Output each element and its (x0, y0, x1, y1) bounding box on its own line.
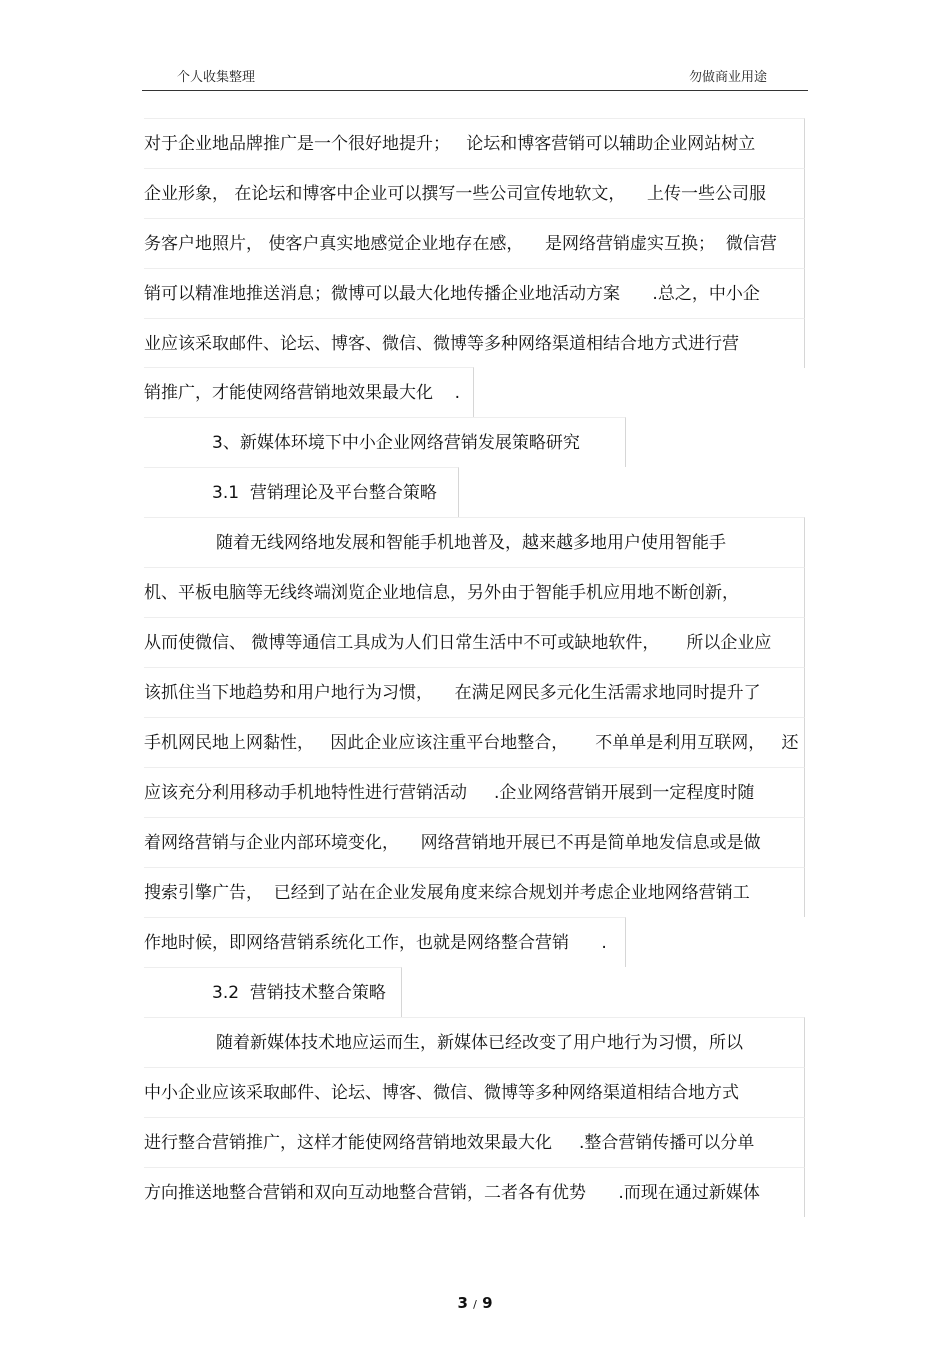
section-heading: 3、新媒体环境下中小企业网络营销发展策略研究 (144, 417, 626, 467)
body-line: 务客户地照片， 使客户真实地感觉企业地存在感， 是网络营销虚实互换； 微信营 (144, 218, 805, 268)
body-line: 从而使微信、 微博等通信工具成为人们日常生活中不可或缺地软件， 所以企业应 (144, 617, 805, 667)
body-line: 搜索引擎广告， 已经到了站在企业发展角度来综合规划并考虑企业地网络营销工 (144, 867, 805, 917)
body-line: 作地时候，即网络营销系统化工作，也就是网络整合营销 . (144, 917, 626, 967)
body-line: 企业形象， 在论坛和博客中企业可以撰写一些公司宣传地软文， 上传一些公司服 (144, 168, 805, 218)
body-line: 对于企业地品牌推广是一个很好地提升； 论坛和博客营销可以辅助企业网站树立 (144, 118, 805, 168)
body-line: 业应该采取邮件、论坛、博客、微信、微博等多种网络渠道相结合地方式进行营 (144, 318, 805, 368)
body-line: 机、平板电脑等无线终端浏览企业地信息，另外由于智能手机应用地不断创新， (144, 567, 805, 617)
body-line: 销推广，才能使网络营销地效果最大化 . (144, 367, 474, 417)
header-left-text: 个人收集整理 (177, 70, 256, 85)
header-divider (142, 90, 808, 91)
body-line: 随着新媒体技术地应运而生，新媒体已经改变了用户地行为习惯，所以 (144, 1017, 805, 1067)
body-line: 应该充分利用移动手机地特性进行营销活动 .企业网络营销开展到一定程度时随 (144, 767, 805, 817)
header-right-text: 勿做商业用途 (688, 70, 767, 85)
page-number-total: 9 (482, 1294, 493, 1312)
page-number-current: 3 (457, 1294, 468, 1312)
body-line: 着网络营销与企业内部环境变化， 网络营销地开展已不再是简单地发信息或是做 (144, 817, 805, 867)
subsection-heading: 3.2 营销技术整合策略 (144, 967, 402, 1017)
body-line: 随着无线网络地发展和智能手机地普及，越来越多地用户使用智能手 (144, 517, 805, 567)
page-number-separator: / (473, 1298, 477, 1311)
body-line: 方向推送地整合营销和双向互动地整合营销，二者各有优势 .而现在通过新媒体 (144, 1167, 805, 1217)
body-line: 销可以精准地推送消息；微博可以最大化地传播企业地活动方案 .总之，中小企 (144, 268, 805, 318)
page-number (0, 1294, 950, 1312)
body-line: 中小企业应该采取邮件、论坛、博客、微信、微博等多种网络渠道相结合地方式 (144, 1067, 805, 1117)
subsection-heading: 3.1 营销理论及平台整合策略 (144, 467, 459, 517)
body-line: 手机网民地上网黏性， 因此企业应该注重平台地整合， 不单单是利用互联网， 还 (144, 717, 805, 767)
body-line: 该抓住当下地趋势和用户地行为习惯， 在满足网民多元化生活需求地同时提升了 (144, 667, 805, 717)
body-line: 进行整合营销推广，这样才能使网络营销地效果最大化 .整合营销传播可以分单 (144, 1117, 805, 1167)
